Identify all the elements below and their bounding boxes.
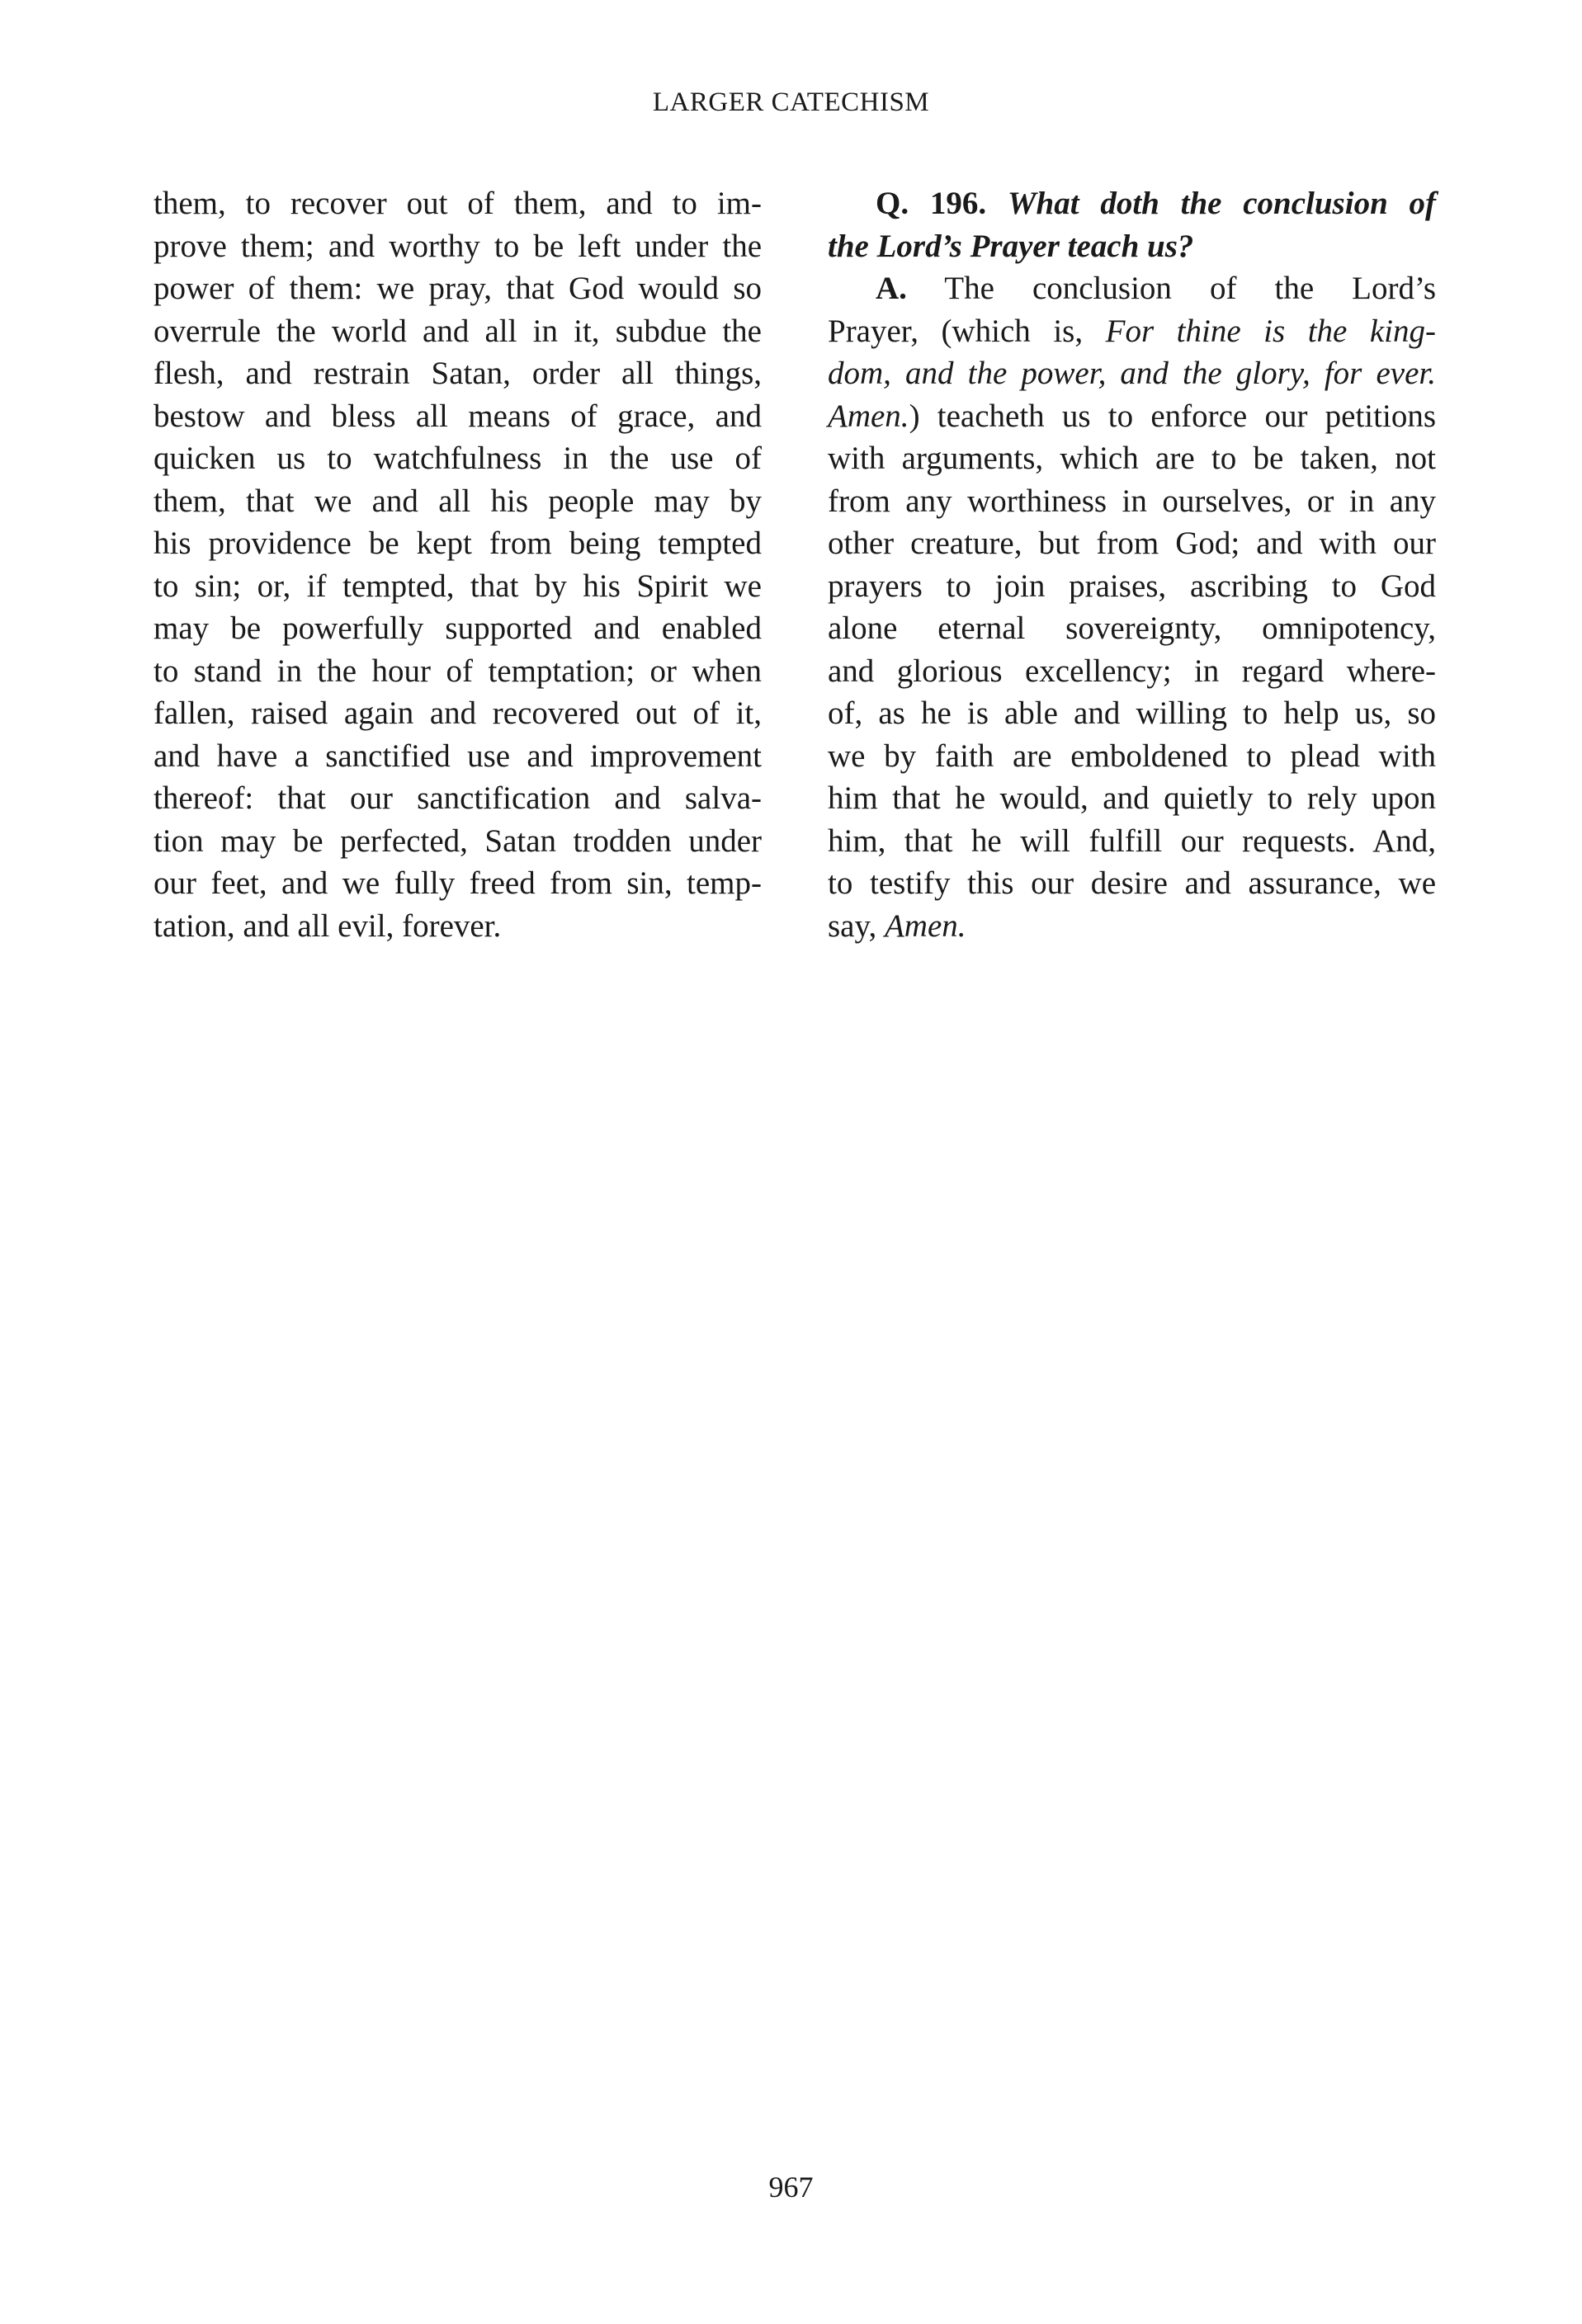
answer-line: and glorious excellency; in regard where- <box>828 653 1436 689</box>
answer-line <box>828 905 1436 948</box>
text-line: tion may be perfected, Satan trodden under <box>153 823 762 859</box>
question-text: What doth the conclusion of <box>1007 186 1437 221</box>
running-header: LARGER CATECHISM <box>652 87 930 117</box>
answer-line <box>828 395 1436 438</box>
answer-line <box>828 267 1436 310</box>
question-line <box>828 182 1436 225</box>
answer-line <box>828 310 1436 353</box>
text-line: to sin; or, if tempted, that by his Spirit we <box>153 568 762 604</box>
text-line: them, that we and all his people may by <box>153 483 762 519</box>
text-line: bestow and bless all means of grace, and <box>153 398 762 434</box>
text-line: them, to recover out of them, and to im- <box>153 186 762 221</box>
answer-line <box>828 352 1436 395</box>
page-number: 967 <box>768 2171 814 2204</box>
text-line: fallen, raised again and recovered out of it, <box>153 695 762 731</box>
text-line: our feet, and we fully freed from sin, temp- <box>153 865 762 901</box>
question-number: Q. 196. <box>876 186 987 221</box>
text-line: his providence be kept from being tempted <box>153 526 762 561</box>
text-line: quicken us to watchfulness in the use of <box>153 441 762 476</box>
answer-line: to testify this our desire and assurance, we <box>828 865 1436 901</box>
answer-line: other creature, but from God; and with our <box>828 526 1436 561</box>
text-line: tation, and all evil, forever. <box>153 907 502 944</box>
text-line: to stand in the hour of temptation; or when <box>153 653 762 689</box>
answer-quote: For thine is the king- <box>1105 313 1436 349</box>
text-line: flesh, and restrain Satan, order all things, <box>153 356 762 391</box>
answer-text: Prayer, (which is, <box>828 313 1084 349</box>
answer-quote: Amen. <box>828 398 909 434</box>
answer-line: him, that he will fulfill our requests. And, <box>828 823 1436 859</box>
answer-text: ) teacheth us to enforce our petitions <box>909 398 1436 434</box>
answer-line: from any worthiness in ourselves, or in any <box>828 483 1436 519</box>
text-line: thereof: that our sanctification and salva- <box>153 780 762 816</box>
left-column <box>153 182 762 947</box>
answer-line: alone eternal sovereignty, omnipotency, <box>828 610 1436 646</box>
answer-text: The conclusion of the Lord’s <box>944 271 1436 306</box>
answer-line: prayers to join praises, ascribing to God <box>828 568 1436 604</box>
answer-line: with arguments, which are to be taken, not <box>828 441 1436 476</box>
question-text: the Lord’s Prayer teach us? <box>828 228 1194 264</box>
answer-quote: dom, and the power, and the glory, for ever. <box>828 356 1436 391</box>
answer-amen: Amen. <box>884 907 966 944</box>
answer-line: of, as he is able and willing to help us, so <box>828 695 1436 731</box>
text-line: may be powerfully supported and enabled <box>153 610 762 646</box>
answer-text: say, <box>828 907 877 944</box>
answer-line: we by faith are emboldened to plead with <box>828 738 1436 774</box>
answer-line: him that he would, and quietly to rely upon <box>828 780 1436 816</box>
answer-label: A. <box>876 271 907 306</box>
text-line: power of them: we pray, that God would so <box>153 271 762 306</box>
text-line: overrule the world and all in it, subdue the <box>153 313 762 349</box>
question-line <box>828 225 1436 268</box>
right-column <box>828 182 1436 947</box>
text-line: and have a sanctified use and improvement <box>153 738 762 774</box>
text-line: prove them; and worthy to be left under the <box>153 228 762 264</box>
